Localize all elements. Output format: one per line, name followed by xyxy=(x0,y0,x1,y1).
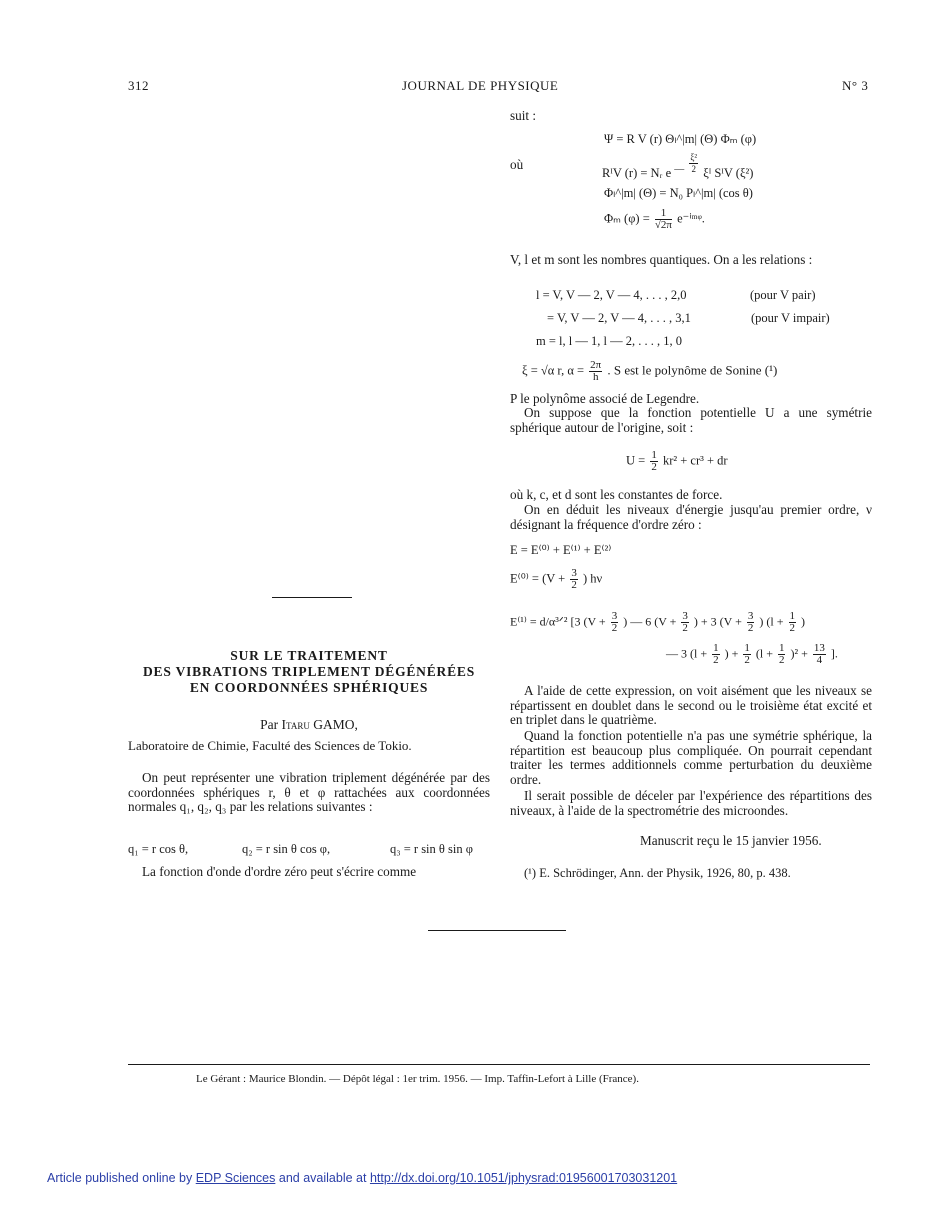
relation-2-note: (pour V impair) xyxy=(751,311,830,325)
equation-q1: q₁ = r cos θ, xyxy=(128,842,189,856)
wave-function-intro: La fonction d'onde d'ordre zéro peut s'écrire comme xyxy=(142,864,417,879)
relation-1: l = V, V — 2, V — 4, . . . , 2,0 xyxy=(536,288,687,302)
equation-q2: q₂ = r sin θ cos φ, xyxy=(242,842,331,856)
footer-rule xyxy=(128,1064,870,1065)
suit-label: suit : xyxy=(510,108,537,123)
psi-equation: Ψ = R V (r) Θₗ^|m| (Θ) Φₘ (φ) xyxy=(604,132,757,146)
xi-definition: ξ = √α r, α = $\frac{2\pi}{h}$ . S est le polynôme de Sonine (¹) xyxy=(522,359,778,383)
credit-prefix: Article published online by xyxy=(47,1171,193,1185)
phi-m-equation: Φₘ (φ) = $\frac{1}{√2\pi}$ e⁻ⁱᵐᵠ. xyxy=(604,207,705,231)
affiliation: Laboratoire de Chimie, Faculté des Sciences de Tokio. xyxy=(128,738,412,753)
relation-2: = V, V — 2, V — 4, . . . , 3,1 xyxy=(547,311,691,325)
title-separator xyxy=(272,597,352,598)
relation-1-note: (pour V pair) xyxy=(750,288,816,302)
constants-text: où k, c, et d sont les constantes de force. xyxy=(510,487,723,502)
potential-text: On suppose que la fonction potentielle U a une symétrie sphérique autour de l'origine, soit : xyxy=(510,405,872,435)
title-line-1: SUR LE TRAITEMENT xyxy=(230,648,388,663)
publication-credit xyxy=(47,1171,677,1185)
journal-title: JOURNAL DE PHYSIQUE xyxy=(402,78,559,93)
end-separator xyxy=(428,930,566,931)
page-number: 312 xyxy=(128,78,149,93)
spectrometry-paragraph: Il serait possible de déceler par l'expérience des répartitions des niveaux, à l'aide de la spectrométrie des microondes. xyxy=(510,788,872,818)
author-line xyxy=(128,717,490,733)
energy-intro: On en déduit les niveaux d'énergie jusqu'au premier ordre, ν désignant la fréquence d'ordre zéro : xyxy=(510,502,872,532)
credit-middle: and available at xyxy=(278,1171,367,1185)
energy-first-order: E⁽¹⁾ = d/α³ᐟ² [3 (V + $\frac{3}{2}$ ) — 6 (V + $\frac{3}{2}$ ) + 3 (V + $\frac{3}{2}$ ) (l + $\frac{1}{2}$ ) xyxy=(510,610,805,634)
intro-paragraph: On peut représenter une vibration triplement dégénérée par des coordonnées sphériques r, θ et φ rattachées aux coordonnées normales q₁, q₂, q₃ par les relations suivantes : xyxy=(128,770,490,815)
publisher-link[interactable]: EDP Sciences xyxy=(195,1171,276,1185)
potential-equation: U = $\frac{1}{2}$ kr² + cr³ + dr xyxy=(626,449,728,473)
equation-q3: q₃ = r sin θ sin φ xyxy=(390,842,473,856)
title-line-2: DES VIBRATIONS TRIPLEMENT DÉGÉNÉRÉES xyxy=(142,664,475,679)
title-line-3: EN COORDONNÉES SPHÉRIQUES xyxy=(189,680,429,695)
doi-link[interactable]: http://dx.doi.org/10.1051/jphysrad:01956001703031201 xyxy=(369,1171,678,1185)
author-prefix: Par xyxy=(260,717,279,732)
received-date: Manuscrit reçu le 15 janvier 1956. xyxy=(640,833,822,848)
energy-total: E = E⁽⁰⁾ + E⁽¹⁾ + E⁽²⁾ xyxy=(510,543,612,557)
issue-number: N° 3 xyxy=(842,78,869,93)
ou-label: où xyxy=(510,157,524,172)
legendre-text: P le polynôme associé de Legendre. xyxy=(510,391,700,406)
energy-zero-order: E⁽⁰⁾ = (V + $\frac{3}{2}$ ) hν xyxy=(510,567,603,591)
printer-info: Le Gérant : Maurice Blondin. — Dépôt légal : 1er trim. 1956. — Imp. Taffin-Lefort à Lille (France). xyxy=(196,1073,639,1085)
phi-l-equation: Φₗ^|m| (Θ) = N₀ Pₗ^|m| (cos θ) xyxy=(604,186,753,200)
relation-3: m = l, l — 1, l — 2, . . . , 1, 0 xyxy=(536,334,682,348)
radial-function: RᴵV (r) = Nᵣ e — $\frac{\text{ξ²}}{2}$ ξᴵ SᴵV (ξ²) xyxy=(602,152,754,181)
quantum-numbers-text: V, l et m sont les nombres quantiques. On a les relations : xyxy=(510,252,813,267)
author-name: Itaru GAMO, xyxy=(281,717,358,732)
footnote: (¹) E. Schrödinger, Ann. der Physik, 1926, 80, p. 438. xyxy=(524,866,791,880)
energy-first-order-line-2: — 3 (l + $\frac{1}{2}$ ) + $\frac{1}{2}$ (l + $\frac{1}{2}$ )² + $\frac{13}{4}$ ]. xyxy=(666,642,838,666)
article-title xyxy=(128,648,490,696)
symmetry-paragraph: Quand la fonction potentielle n'a pas une symétrie sphérique, la répartition est beaucoup plus compliquée. On pourrait cependant traiter les termes additionnels comme perturbation du deuxième ordre. xyxy=(510,728,872,787)
doublet-paragraph: A l'aide de cette expression, on voit aisément que les niveaux se répartissent en doublet dans le second ou le troisième état excité et en triplet dans le quatrième. xyxy=(510,683,872,728)
